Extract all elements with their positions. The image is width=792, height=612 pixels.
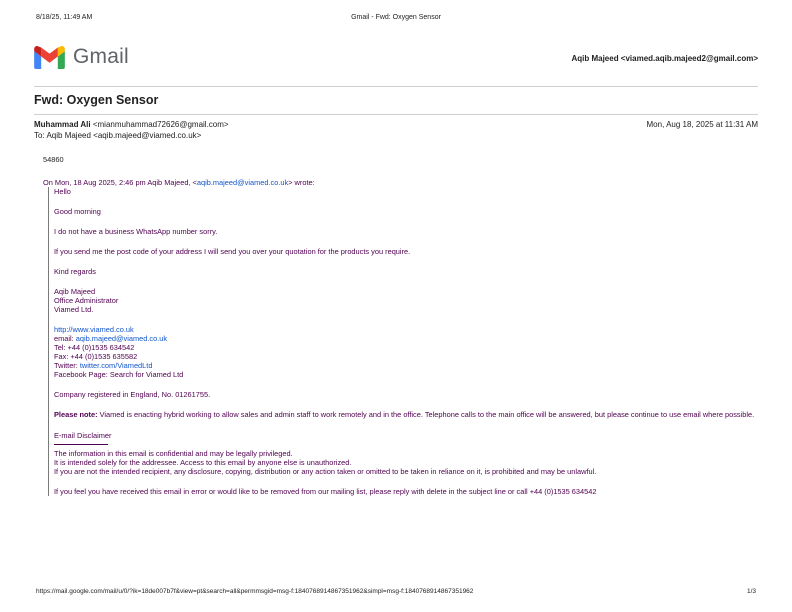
quote-attribution-email-link[interactable]: aqib.majeed@viamed.co.uk: [196, 178, 289, 187]
email-body: [43, 155, 758, 496]
disclaimer-line2: It is intended solely for the addressee. Access to this email by anyone else is unauthorized.: [54, 457, 352, 467]
signature-email-link[interactable]: aqib.majeed@viamed.co.uk: [75, 334, 168, 344]
page-number: 1/3: [746, 588, 756, 595]
gmail-wordmark: Gmail: [73, 45, 129, 68]
quote-line1: I do not have a business WhatsApp number sorry.: [54, 227, 218, 237]
print-footer: [36, 588, 756, 598]
fax-line: Fax: +44 (0)1535 635582: [54, 352, 138, 362]
quoted-message: [48, 187, 758, 496]
print-title: Gmail - Fwd: Oxygen Sensor: [351, 14, 441, 21]
disclaimer-line1: The information in this email is confidential and may be legally privileged.: [54, 448, 293, 458]
body-first-line: 54860: [43, 155, 64, 164]
signature-company: Viamed Ltd.: [54, 305, 94, 315]
quote-greeting: Hello: [54, 187, 71, 196]
contact-block: [54, 325, 758, 379]
email-subject: Fwd: Oxygen Sensor: [34, 93, 159, 107]
website-link[interactable]: http://www.viamed.co.uk: [54, 325, 134, 335]
sender-email: <mianmuhammad72626@gmail.com>: [92, 120, 229, 129]
company-registration: Company registered in England, No. 01261755.: [54, 390, 211, 400]
quote-regards: Kind regards: [54, 267, 96, 277]
gmail-logo: [34, 45, 129, 69]
hybrid-note-text: Viamed is enacting hybrid working to allow sales and admin staff to work remotely and in the office. Telephone calls to the main office will be answered, but please continue to use email where possible.: [97, 410, 755, 420]
signature-title: Office Administrator: [54, 296, 119, 306]
quote-attribution: [43, 178, 758, 187]
quote-attribution-prefix: On Mon, 18 Aug 2025, 2:46 pm Aqib Majeed, <: [43, 178, 197, 187]
email-label: email:: [54, 334, 76, 344]
subject-divider: [34, 114, 758, 115]
print-header: [36, 14, 756, 24]
disclaimer-rule: [54, 444, 108, 445]
disclaimer-line4: If you feel you have received this email in error or would like to be removed from our mailing list, please reply with delete in the subject line or call +44 (0)1535 634542: [54, 486, 597, 496]
signature-name: Aqib Majeed: [54, 287, 96, 297]
twitter-label: Twitter:: [54, 361, 80, 371]
print-url: https://mail.google.com/mail/u/0/?ik=18de007b7f&view=pt&search=all&permmsgid=msg-f:1840768914867351962&simpl=msg-f:1840768914867351962: [36, 588, 474, 595]
tel-line: Tel: +44 (0)1535 634542: [54, 343, 135, 353]
print-datetime: 8/18/25, 11:49 AM: [36, 14, 93, 21]
recipient-line: To: Aqib Majeed <aqib.majeed@viamed.co.uk>: [34, 131, 202, 140]
account-label: Aqib Majeed <viamed.aqib.majeed2@gmail.com>: [571, 54, 758, 63]
facebook-line: Facebook Page: Search for Viamed Ltd: [54, 370, 184, 380]
disclaimer-title: E-mail Disclaimer: [54, 430, 112, 440]
quote-attribution-suffix: > wrote:: [288, 178, 315, 187]
hybrid-note: [54, 410, 758, 419]
signature-block: [54, 287, 758, 314]
sender-name: Muhammad Ali: [34, 120, 91, 129]
twitter-link[interactable]: twitter.com/ViamedLtd: [79, 361, 153, 371]
hybrid-note-label: Please note:: [54, 410, 98, 420]
gmail-m-icon: [34, 46, 65, 69]
email-date: Mon, Aug 18, 2025 at 11:31 AM: [646, 120, 758, 129]
header-divider: [34, 86, 758, 87]
sender-line: [34, 120, 229, 129]
quote-line2: If you send me the post code of your address I will send you over your quotation for the products you require.: [54, 247, 411, 257]
quote-morning: Good morning: [54, 207, 101, 217]
disclaimer-line3: If you are not the intended recipient, any disclosure, copying, distribution or any action taken or omitted to be taken in reliance on it, is prohibited and may be unlawful.: [54, 466, 597, 476]
